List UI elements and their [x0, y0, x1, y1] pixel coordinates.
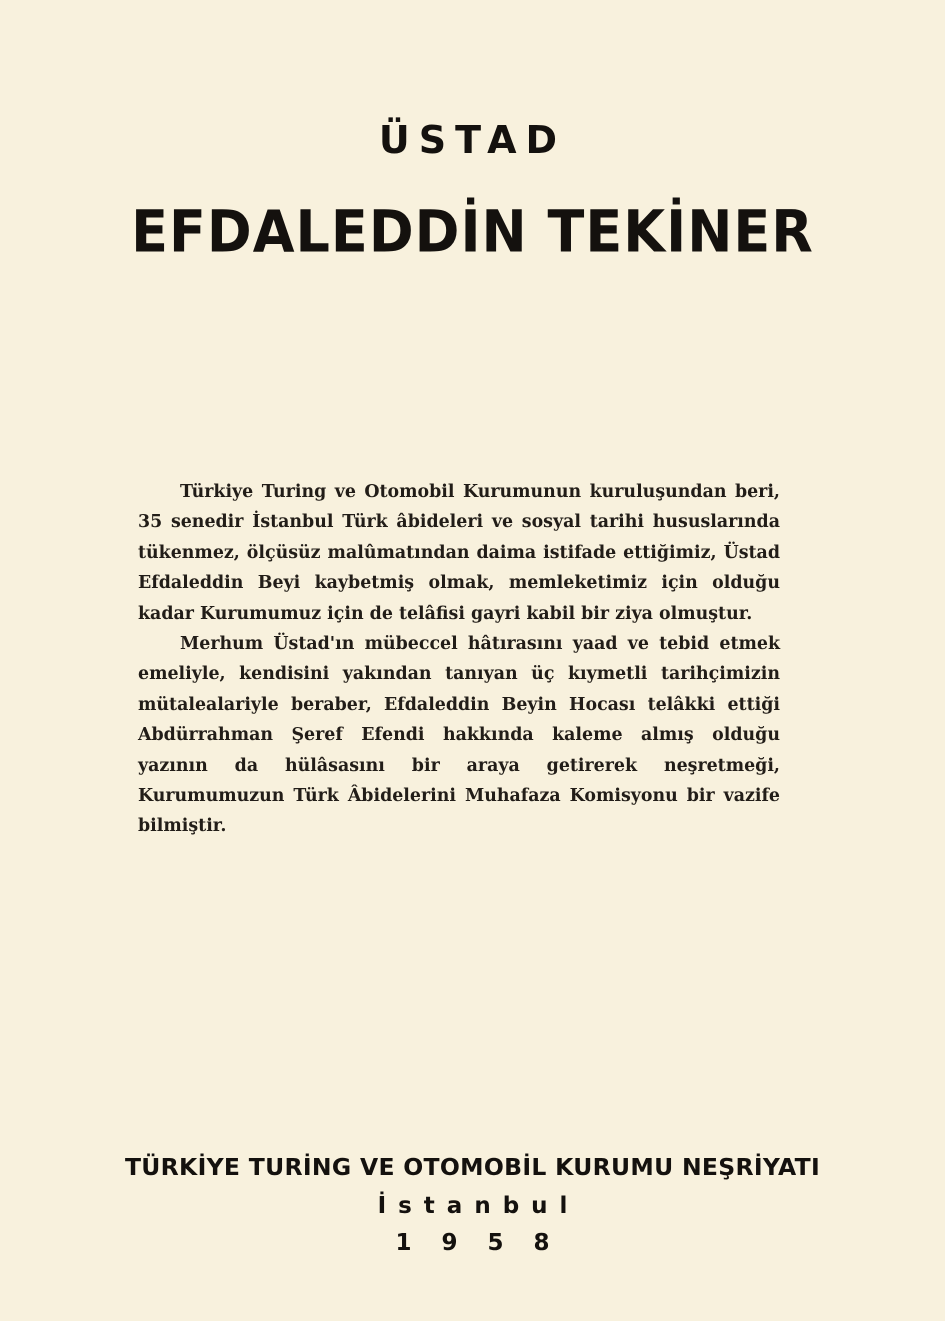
document-body — [138, 477, 780, 842]
publisher-line: TÜRKİYE TURİNG VE OTOMOBİL KURUMU NEŞRİYATI — [124, 1153, 821, 1181]
document-subtitle: ÜSTAD — [378, 118, 567, 162]
document-title: EFDALEDDİN TEKİNER — [131, 197, 814, 266]
body-paragraph-2: Merhum Üstad'ın mübeccel hâtırasını yaad ve tebid etmek emeliyle, kendisini yakından tanıyan üç kıymetli tarihçimizin mütalealariyle beraber, Efdaleddin Beyin Hocası telâkki ettiği Abdürrahman Şeref Efendi hakkında kaleme almış olduğu yazının da hülâsasını bir araya getirerek neşretmeği, Kurumumuzun Türk Âbidelerini Muhafaza Komisyonu bir vazife bilmiştir. — [138, 634, 780, 837]
publication-year: 1958 — [395, 1230, 580, 1256]
publication-city: İstanbul — [377, 1193, 580, 1219]
body-paragraph-1: Türkiye Turing ve Otomobil Kurumunun kuruluşundan beri, 35 senedir İstanbul Türk âbideleri ve sosyal tarihi hususlarında tükenmez, ölçüsüz malûmatından daima istifade ettiğimiz, Üstad Efdaleddin Beyi kaybetmiş olmak, memleketimiz için olduğu kadar Kurumumuz için de telâfisi gayri kabil bir ziya olmuştur. — [138, 482, 780, 624]
